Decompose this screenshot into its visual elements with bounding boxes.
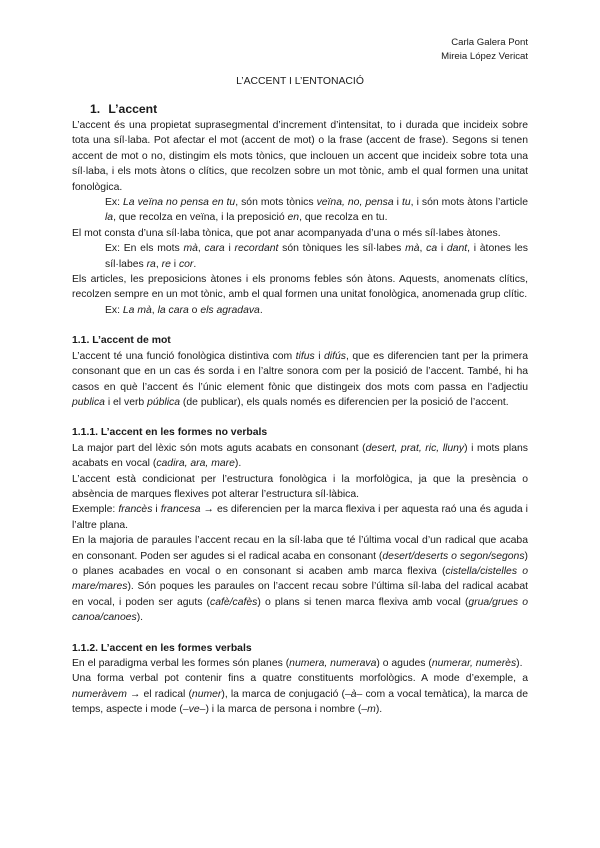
section-title: L’accent	[108, 102, 158, 116]
paragraph: El mot consta d’una síl·laba tònica, que pot anar acompanyada d’una o més síl·labes àtones.	[72, 227, 501, 239]
paragraph: L’accent està condicionat per l’estructura fonològica i la morfològica, ja que la presència o absència de marques flexives pot alterar l’estructura síl·làbica.	[72, 473, 528, 500]
paragraph: L’accent té una funció fonològica distintiva com tifus i difús, que es diferencien tant per la primera consonant que en un cas és sorda i en l’altre sonora com per la posició de l’accent. També, hi ha casos en què l’accent és l’únic element fònic que distingeix dos mots com passa en l’adjectiu publica i el verb pública (de publicar), els quals només es diferencien per la posició de l’accent.	[72, 350, 528, 408]
paragraph: Exemple: francès i francesa → es diferencien per la marca flexiva i per aquesta raó una és aguda i l’altre plana.	[72, 504, 528, 531]
subsubsection-heading: 1.1.1. L’accent en les formes no verbals	[72, 427, 268, 439]
document-title: L’ACCENT I L’ENTONACIÓ	[236, 76, 364, 87]
paragraph: La major part del lèxic són mots aguts acabats en consonant (desert, prat, ric, lluny) i mots plans acabats en vocal (cadira, ara, mare).	[72, 442, 528, 470]
author-name: Mireia López Vericat	[441, 51, 528, 62]
paragraph: Una forma verbal pot contenir fins a quatre constituents morfològics. A mode d’exemple, a numeràvem → el radical (numer), la marca de conjugació (–à– com a vocal temàtica), la marca de temps, aspecte i mode (–ve–) i la marca de persona i nombre (–m).	[72, 673, 528, 716]
paragraph: Els articles, les preposicions àtones i els pronoms febles són àtons. Aquests, anomenats clítics, recolzen sempre en un mot tònic, amb el qual formen una unitat fonològica, anomenada grup clític.	[72, 274, 528, 301]
document-body	[72, 101, 528, 718]
example-paragraph: Ex: La mà, la cara o els agradava.	[105, 304, 263, 316]
example-paragraph: Ex: En els mots mà, cara i recordant són tòniques les síl·labes mà, ca i dant, i àtones les síl·labes ra, re i cor.	[105, 243, 528, 270]
subsubsection-heading: 1.1.2. L’accent en les formes verbals	[72, 642, 252, 654]
paragraph: L’accent és una propietat suprasegmental d’increment d’intensitat, to i durada que incideix sobre tota una síl·laba. Pot afectar el mot (accent de mot) o la frase (accent de frase). Segons si tenen accent de mot o no, distingim els mots tònics, que inclouen un accent que incideix sobre tota una síl·laba, i els mots àtons o clítics, que recolzen sobre un mot tònic, amb el qual formen una unitat fonològica.	[72, 120, 528, 193]
example-paragraph: Ex: La veïna no pensa en tu, són mots tònics veïna, no, pensa i tu, i són mots àtons l’article la, que recolza en veïna, i la preposició en, que recolza en tu.	[105, 197, 528, 224]
subsection-heading: 1.1. L’accent de mot	[72, 335, 171, 347]
paragraph: En el paradigma verbal les formes són planes (numera, numerava) o agudes (numerar, numerès).	[72, 658, 523, 669]
author-block	[441, 36, 528, 64]
paragraph: En la majoria de paraules l’accent recau en la síl·laba que té l’última vocal d’un radical que acaba en consonant. Poden ser agudes si el radical acaba en consonant (desert/deserts o segon/segons) o planes acabades en vocal o en consonant si acaben amb marca flexiva (cistella/cistelles o mare/mares). Són poques les paraules on l’accent recau sobre l’última síl·laba del radical acabat en vocal, i poden ser aguts (cafè/cafès) o plans si tenen marca flexiva amb vocal (grua/grues o canoa/canoes).	[72, 535, 528, 624]
section-heading	[90, 101, 528, 117]
section-number: 1.	[90, 102, 101, 116]
author-name: Carla Galera Pont	[451, 37, 528, 48]
